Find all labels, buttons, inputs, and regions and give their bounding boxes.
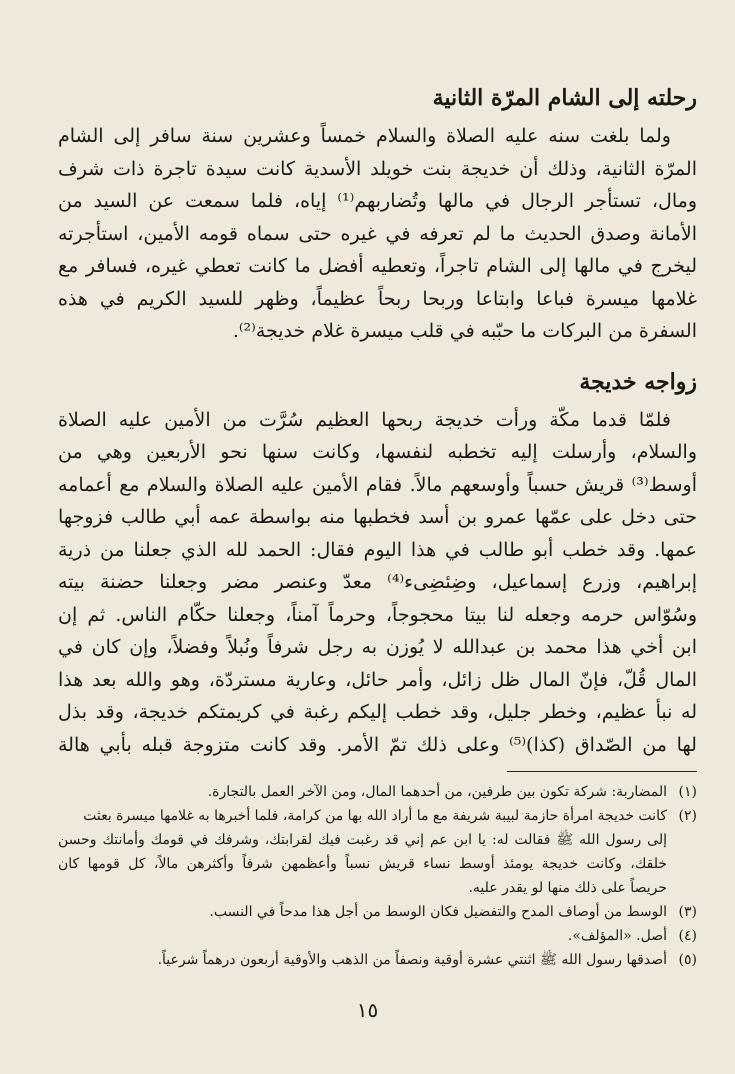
footnote-text: المضاربة: شركة تكون بين طرفين، من أحدهما المال، ومن الآخر العمل بالتجارة. (207, 784, 667, 800)
footnote-2 (58, 804, 697, 828)
page-number: ١٥ (356, 998, 379, 1022)
footnote-text: حريصاً على ذلك منها لو يقدر عليه. (468, 880, 667, 896)
section-heading-travel: رحلته إلى الشام المرّة الثانية (432, 85, 697, 111)
text-line: المال قُلّ، فإنّ المال ظل زائل، وأمر حائل، وعارية مستردّة، وهو والله بعد هذا (58, 668, 697, 691)
paragraph-marriage (58, 404, 697, 762)
footnotes (58, 780, 697, 972)
text-line: غلامها ميسرة فباعا وابتاعا وربحا ربحاً عظيماً، وظهر للسيد الكريم في هذه (58, 287, 697, 310)
footnote-1 (58, 780, 697, 804)
footnote-text: خلقك، وكانت خديجة يومئذ أوسط نساء قريش نسباً وأعظمهن شرفاً وأكثرهن مالاً، كل قومها كان (58, 856, 667, 872)
text-line: ليخرج في مالها إلى الشام تاجراً، وتعطيه أفضل ما كانت تعطي غيره، فسافر مع (58, 255, 697, 277)
footnote-number: (٥) (678, 952, 697, 968)
text-line: السفرة من البركات ما حبّبه في قلب ميسرة غلام خديجة⁽²⁾. (232, 320, 697, 342)
text-line: أوسط⁽³⁾ قريش حسباً وأوسعهم مالاً. فقام الأمين عليه الصلاة والسلام مع أعمامه (58, 473, 697, 496)
footnote-text: أصل. «المؤلف». (567, 928, 667, 944)
footnote-divider (507, 771, 697, 772)
footnote-number: (٤) (678, 928, 697, 944)
footnote-text: كانت خديجة امرأة حازمة لبيبة شريفة مع ما أراد الله بها من كرامة، فلما أخبرها به غلامها ميسرة بعثت (83, 808, 667, 824)
text-line: والسلام، وأرسلت إليه تخطبه لنفسها، وكانت سنها نحو الأربعين وهي من (58, 441, 697, 463)
footnote-text: إلى رسول الله ﷺ فقالت له: يا ابن عم إني قد رغبت فيك لقرابتك، وشرفك في قومك وأمانتك وحسن (58, 832, 667, 848)
footnote-4 (58, 924, 697, 948)
footnote-rule-wrap (58, 761, 697, 780)
section-heading-marriage: زواجه خديجة (579, 368, 697, 395)
paragraph-travel (58, 120, 697, 348)
footnote-number: (١) (678, 784, 697, 800)
footnote-number: (٢) (678, 808, 697, 824)
text-line: إبراهيم، وزرع إسماعيل، وضِئضِىء⁽⁴⁾ معدّ وعنصر مضر وجعلنا حضنة بيته (58, 571, 697, 593)
text-line: حتى دخل على عمّها عمرو بن أسد فخطبها منه بواسطة عمه أبي طالب فزوجها (58, 506, 697, 528)
footnote-3 (58, 900, 697, 924)
page-body (58, 80, 697, 972)
text-line: وسُوّاس حرمه وجعله لنا بيتا محجوجاً، وحرماً آمناً، وجعلنا حكّام الناس. ثم إن (58, 603, 697, 626)
footnote-text: أصدقها رسول الله ﷺ اثنتي عشرة أوقية ونصفاً من الذهب والأوقية أربعون درهماً شرعياً. (157, 952, 667, 968)
text-line: عمها. وقد خطب أبو طالب في هذا اليوم فقال: الحمد لله الذي جعلنا من ذرية (58, 538, 697, 561)
text-line: ولما بلغت سنه عليه الصلاة والسلام خمساً وعشرين سنة سافر إلى الشام (58, 125, 671, 147)
text-line: المرّة الثانية، وذلك أن خديجة بنت خويلد الأسدية كانت سيدة تاجرة ذات شرف (58, 157, 697, 180)
footnote-5 (58, 948, 697, 972)
text-line: له نبأ عظيم، وخطر جليل، وقد خطب إليكم رغبة في كريمتكم خديجة، وقد بذل (58, 701, 697, 723)
text-line: لها من الصّداق (كذا)⁽⁵⁾ وعلى ذلك تمّ الأمر. وقد كانت متزوجة قبله بأبي هالة (58, 733, 697, 756)
text-line: فلمّا قدما مكّة ورأت خديجة ربحها العظيم سُرَّت من الأمين عليه الصلاة (58, 408, 671, 431)
footnote-text: الوسط من أوصاف المدح والتفضيل فكان الوسط من أجل هذا مدحاً في النسب. (209, 904, 667, 920)
text-line: ابن أخي هذا محمد بن عبدالله لا يُوزن به رجل شرفاً ونُبلاً وفضلاً، وإن كان في (58, 636, 697, 658)
text-line: ومال، تستأجر الرجال في مالها وتُضاربهم⁽¹⁾ إياه، فلما سمعت عن السيد من (58, 190, 697, 212)
text-line: الأمانة وصدق الحديث ما لم تعرفه في غيره حتى سماه قومه الأمين، استأجرته (58, 222, 697, 245)
footnote-number: (٣) (678, 904, 697, 920)
